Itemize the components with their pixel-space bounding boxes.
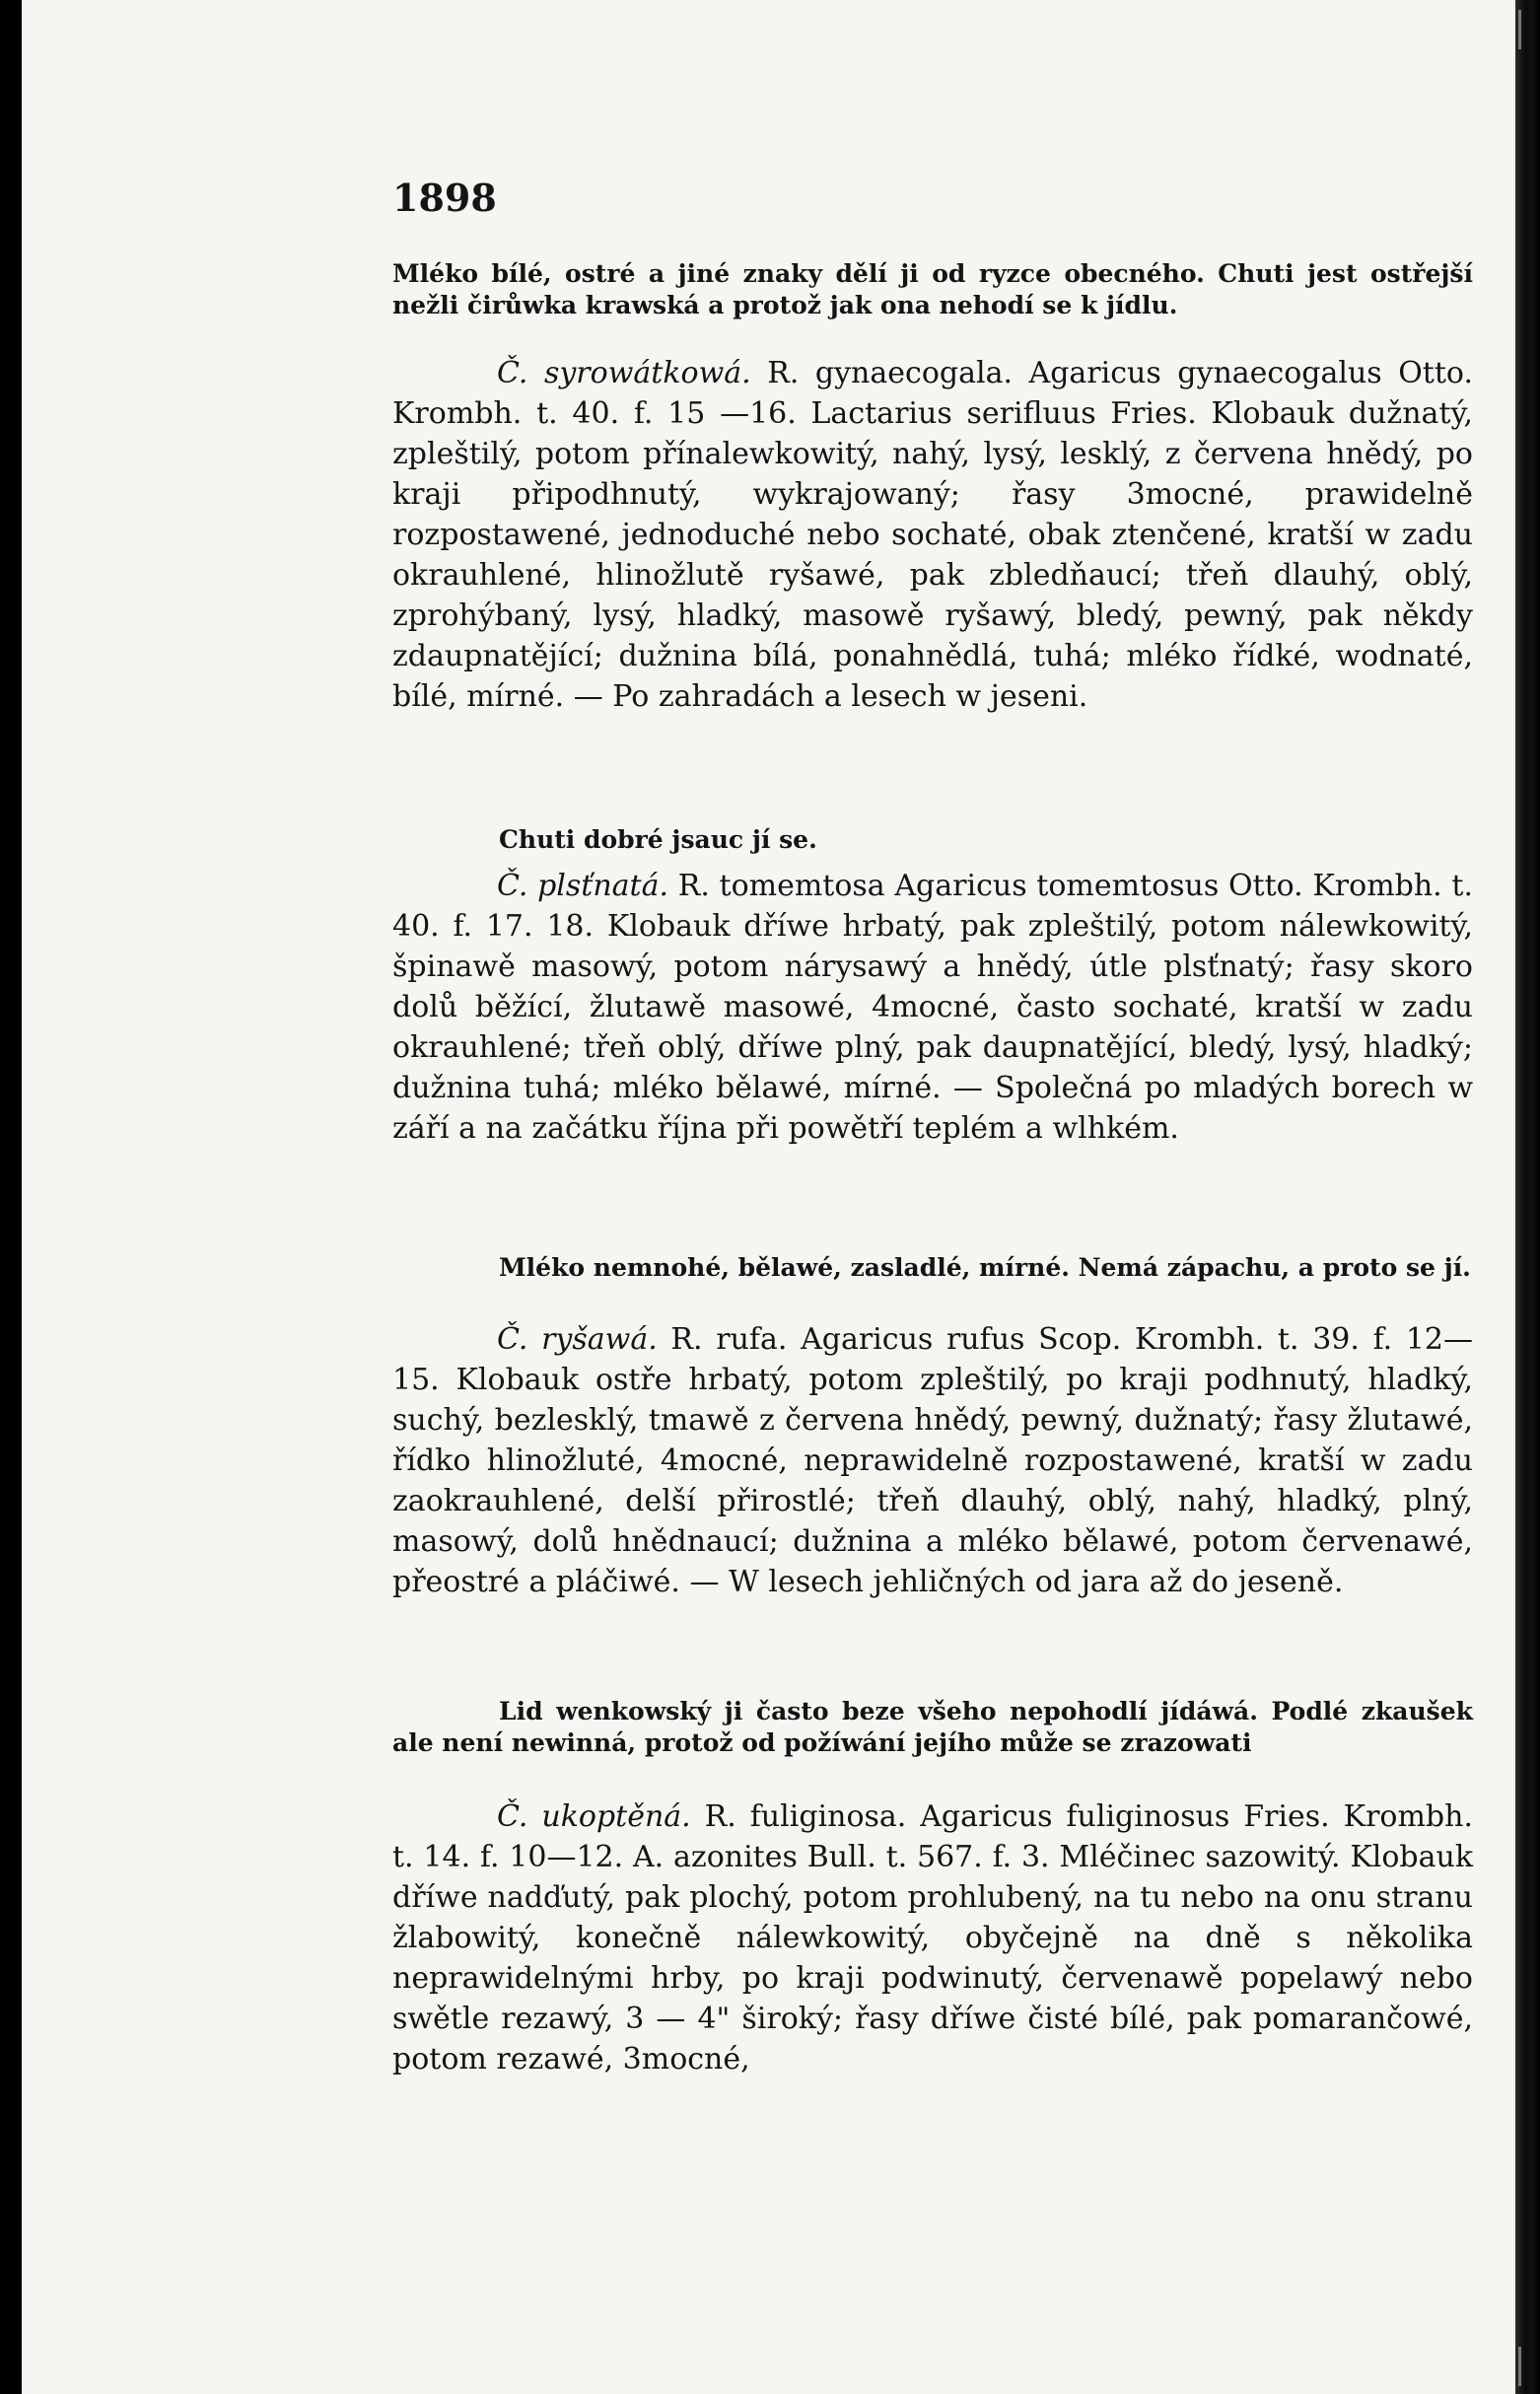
book-page [22,0,1515,2394]
note-paragraph-2: Chuti dobré jsauc jí se. [499,825,817,854]
entry-heading: Č. ukoptěná. [497,1799,691,1834]
note-paragraph-3: Mléko nemnohé, bělawé, zasladlé, mírné. Nemá zápachu, a proto se jí. [499,1253,1471,1282]
entry-heading: Č. plsťnatá. [497,869,669,903]
entry-plstnata [392,866,1473,1149]
entry-syrowatkowa [392,353,1473,717]
page-edge-shadow [1515,0,1540,2394]
page-number: 1898 [392,176,497,220]
entry-heading: Č. ryšawá. [497,1322,658,1357]
entry-body: R. rufa. Agaricus rufus Scop. Krombh. t. 39. f. 12—15. Klobauk ostře hrbatý, potom zpleštilý, po kraji podhnutý, hladký, suchý, bezlesklý, tmawě z červena hnědý, pewný, dužnatý; řasy žlutawé, řídko hlinožluté, 4mocné, neprawidelně rozpostawené, kratší w zadu zaokrauhlené, delší přirostlé; třeň dlauhý, oblý, nahý, hladký, plný, masowý, dolů hnědnaucí; dužnina a mléko bělawé, potom červenawé, přeostré a pláčiwé. — W lesech jehličných od jara až do jeseně. [392,1322,1473,1599]
entry-body: R. fuliginosa. Agaricus fuliginosus Fries. Krombh. t. 14. f. 10—12. A. azonites Bull. t. 567. f. 3. Mléčinec sazowitý. Klobauk dříwe nadďutý, pak plochý, potom prohlubený, na tu nebo na onu stranu žlabowitý, konečně nálewkowitý, obyčejně na dně s několika neprawidelnými hrby, po kraji podwinutý, červenawě popelawý nebo swětle rezawý, 3 — 4" široký; řasy dříwe čisté bílé, pak pomarančowé, potom rezawé, 3mocné, [392,1799,1473,2077]
note-paragraph-1: Mléko bílé, ostré a jiné znaky dělí ji od ryzce obecného. Chuti jest ostřejší nežli čirůwka krawská a protož jak ona nehodí se k jídlu. [392,259,1473,319]
edge-mark [1518,2347,1521,2386]
entry-rysawa [392,1319,1473,1602]
entry-body: R. gynaecogala. Agaricus gynaecogalus Otto. Krombh. t. 40. f. 15 —16. Lactarius serifluus Fries. Klobauk dužnatý, zpleštilý, potom přínalewkowitý, nahý, lysý, lesklý, z červena hnědý, po kraji připodhnutý, wykrajowaný; řasy 3mocné, prawidelně rozpostawené, jednoduché nebo sochaté, obak ztenčené, kratší w zadu okrauhlené, hlinožlutě ryšawé, pak zbledňaucí; třeň dlauhý, oblý, zprohýbaný, lysý, hladký, masowě ryšawý, bledý, pewný, pak někdy zdaupnatějící; dužnina bílá, ponahnědlá, tuhá; mléko řídké, wodnaté, bílé, mírné. — Po zahradách a lesech w jeseni. [392,356,1473,714]
note-paragraph-4: Lid wenkowský ji často beze všeho nepohodlí jídáwá. Podlé zkaušek ale není newinná, protož od požíwání jejího může se zrazowati [392,1697,1473,1757]
entry-ukoptena [392,1796,1473,2079]
entry-body: R. tomemtosa Agaricus tomemtosus Otto. Krombh. t. 40. f. 17. 18. Klobauk dříwe hrbatý, pak zpleštilý, potom nálewkowitý, špinawě masowý, potom nárysawý a hnědý, útle plsťnatý; řasy skoro dolů běžící, žlutawě masowé, 4mocné, často sochaté, kratší w zadu okrauhlené; třeň oblý, dříwe plný, pak daupnatějící, bledý, lysý, hladký; dužnina tuhá; mléko bělawé, mírné. — Společná po mladých borech w září a na začátku října při powětří teplém a wlhkém. [392,869,1473,1146]
edge-mark [1518,10,1521,49]
entry-heading: Č. syrowátkowá. [497,356,751,390]
